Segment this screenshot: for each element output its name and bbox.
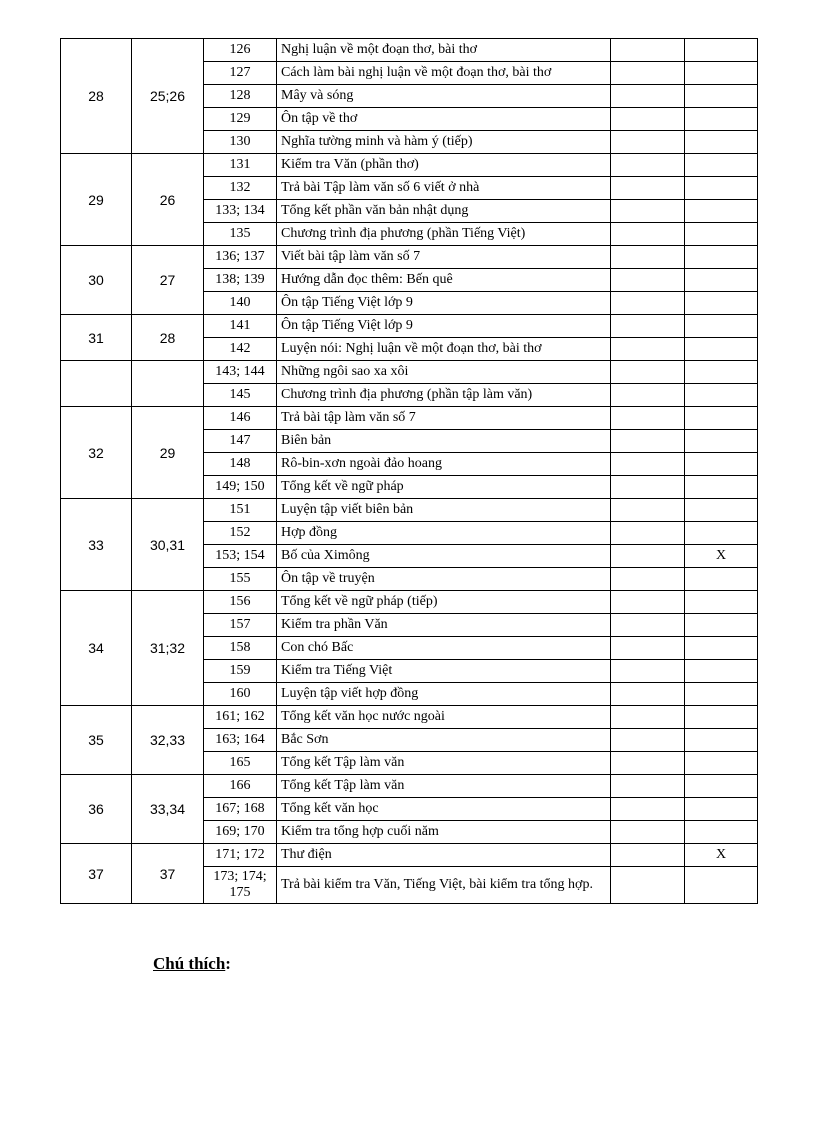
mark-cell-2	[685, 154, 758, 177]
week-cell: 29	[61, 154, 132, 246]
lesson-number-cell: 143; 144	[204, 361, 277, 384]
lesson-title-cell: Mây và sóng	[277, 85, 611, 108]
lesson-number-cell: 161; 162	[204, 706, 277, 729]
lesson-title-cell: Trả bài tập làm văn số 7	[277, 407, 611, 430]
mark-cell-2	[685, 108, 758, 131]
lesson-title-cell: Trả bài kiểm tra Văn, Tiếng Việt, bài kiểm tra tổng hợp.	[277, 867, 611, 904]
mark-cell-2	[685, 867, 758, 904]
lesson-title-cell: Những ngôi sao xa xôi	[277, 361, 611, 384]
lesson-number-cell: 128	[204, 85, 277, 108]
mark-cell-1	[611, 453, 685, 476]
lesson-number-cell: 148	[204, 453, 277, 476]
program-week-cell: 29	[132, 407, 204, 499]
lesson-number-cell: 153; 154	[204, 545, 277, 568]
mark-cell-1	[611, 131, 685, 154]
mark-cell-1	[611, 568, 685, 591]
lesson-number-cell: 156	[204, 591, 277, 614]
mark-cell-1	[611, 545, 685, 568]
mark-cell-2	[685, 614, 758, 637]
week-cell: 34	[61, 591, 132, 706]
mark-cell-2	[685, 706, 758, 729]
lesson-number-cell: 129	[204, 108, 277, 131]
lesson-number-cell: 145	[204, 384, 277, 407]
lesson-title-cell: Tổng kết về ngữ pháp (tiếp)	[277, 591, 611, 614]
mark-cell-2	[685, 338, 758, 361]
mark-cell-2: X	[685, 545, 758, 568]
mark-cell-1	[611, 614, 685, 637]
lesson-title-cell: Tổng kết Tập làm văn	[277, 752, 611, 775]
program-week-cell: 33,34	[132, 775, 204, 844]
lesson-number-cell: 141	[204, 315, 277, 338]
mark-cell-2	[685, 522, 758, 545]
mark-cell-1	[611, 752, 685, 775]
table-row	[61, 407, 758, 430]
mark-cell-2	[685, 407, 758, 430]
mark-cell-2	[685, 568, 758, 591]
week-cell: 28	[61, 39, 132, 154]
program-week-cell: 31;32	[132, 591, 204, 706]
lesson-number-cell: 138; 139	[204, 269, 277, 292]
mark-cell-2	[685, 223, 758, 246]
mark-cell-2	[685, 361, 758, 384]
mark-cell-2	[685, 752, 758, 775]
lesson-number-cell: 140	[204, 292, 277, 315]
mark-cell-1	[611, 62, 685, 85]
lesson-number-cell: 127	[204, 62, 277, 85]
lesson-number-cell: 157	[204, 614, 277, 637]
lesson-title-cell: Viết bài tập làm văn số 7	[277, 246, 611, 269]
table-row	[61, 315, 758, 338]
mark-cell-1	[611, 660, 685, 683]
mark-cell-1	[611, 361, 685, 384]
mark-cell-2	[685, 660, 758, 683]
mark-cell-2	[685, 821, 758, 844]
mark-cell-1	[611, 39, 685, 62]
note-label: Chú thích	[153, 954, 226, 973]
week-cell: 32	[61, 407, 132, 499]
lesson-title-cell: Kiểm tra phần Văn	[277, 614, 611, 637]
table-row	[61, 361, 758, 384]
mark-cell-2	[685, 39, 758, 62]
mark-cell-1	[611, 154, 685, 177]
week-cell: 37	[61, 844, 132, 904]
mark-cell-2	[685, 85, 758, 108]
mark-cell-2	[685, 200, 758, 223]
table-row	[61, 775, 758, 798]
lesson-number-cell: 165	[204, 752, 277, 775]
mark-cell-1	[611, 844, 685, 867]
mark-cell-2	[685, 476, 758, 499]
mark-cell-1	[611, 591, 685, 614]
mark-cell-1	[611, 246, 685, 269]
mark-cell-2	[685, 729, 758, 752]
lesson-title-cell: Kiểm tra Tiếng Việt	[277, 660, 611, 683]
table-row	[61, 844, 758, 867]
mark-cell-2	[685, 499, 758, 522]
table-row	[61, 591, 758, 614]
mark-cell-2	[685, 269, 758, 292]
program-week-cell: 27	[132, 246, 204, 315]
program-week-cell: 25;26	[132, 39, 204, 154]
lesson-title-cell: Cách làm bài nghị luận về một đoạn thơ, bài thơ	[277, 62, 611, 85]
lesson-title-cell: Chương trình địa phương (phần Tiếng Việt)	[277, 223, 611, 246]
week-cell: 35	[61, 706, 132, 775]
lesson-number-cell: 130	[204, 131, 277, 154]
week-cell	[61, 361, 132, 407]
note-heading	[153, 954, 231, 974]
mark-cell-1	[611, 683, 685, 706]
lesson-title-cell: Biên bản	[277, 430, 611, 453]
mark-cell-1	[611, 430, 685, 453]
program-week-cell: 30,31	[132, 499, 204, 591]
mark-cell-2	[685, 453, 758, 476]
mark-cell-1	[611, 775, 685, 798]
mark-cell-2	[685, 177, 758, 200]
week-cell: 33	[61, 499, 132, 591]
lesson-title-cell: Chương trình địa phương (phần tập làm văn)	[277, 384, 611, 407]
lesson-number-cell: 163; 164	[204, 729, 277, 752]
mark-cell-1	[611, 867, 685, 904]
program-week-cell: 32,33	[132, 706, 204, 775]
mark-cell-2: X	[685, 844, 758, 867]
lesson-title-cell: Thư điện	[277, 844, 611, 867]
lesson-title-cell: Bắc Sơn	[277, 729, 611, 752]
lesson-number-cell: 146	[204, 407, 277, 430]
mark-cell-1	[611, 637, 685, 660]
lesson-number-cell: 166	[204, 775, 277, 798]
mark-cell-2	[685, 292, 758, 315]
lesson-number-cell: 131	[204, 154, 277, 177]
lesson-number-cell: 133; 134	[204, 200, 277, 223]
mark-cell-2	[685, 775, 758, 798]
lesson-number-cell: 136; 137	[204, 246, 277, 269]
lesson-title-cell: Ôn tập về truyện	[277, 568, 611, 591]
mark-cell-1	[611, 729, 685, 752]
mark-cell-2	[685, 430, 758, 453]
lesson-number-cell: 159	[204, 660, 277, 683]
table-row	[61, 499, 758, 522]
mark-cell-1	[611, 338, 685, 361]
note-colon: :	[225, 954, 231, 973]
lesson-title-cell: Con chó Bấc	[277, 637, 611, 660]
lesson-title-cell: Hướng dẫn đọc thêm: Bến quê	[277, 269, 611, 292]
mark-cell-2	[685, 384, 758, 407]
lesson-title-cell: Nghĩa tường minh và hàm ý (tiếp)	[277, 131, 611, 154]
lesson-number-cell: 132	[204, 177, 277, 200]
mark-cell-2	[685, 798, 758, 821]
week-cell: 36	[61, 775, 132, 844]
lesson-title-cell: Trả bài Tập làm văn số 6 viết ở nhà	[277, 177, 611, 200]
lesson-title-cell: Kiểm tra tổng hợp cuối năm	[277, 821, 611, 844]
lesson-title-cell: Hợp đồng	[277, 522, 611, 545]
lesson-schedule-table	[60, 38, 758, 904]
mark-cell-1	[611, 269, 685, 292]
mark-cell-1	[611, 384, 685, 407]
lesson-number-cell: 142	[204, 338, 277, 361]
lesson-number-cell: 152	[204, 522, 277, 545]
table-row	[61, 706, 758, 729]
lesson-number-cell: 126	[204, 39, 277, 62]
lesson-title-cell: Nghị luận về một đoạn thơ, bài thơ	[277, 39, 611, 62]
mark-cell-1	[611, 200, 685, 223]
table-row	[61, 39, 758, 62]
lesson-number-cell: 171; 172	[204, 844, 277, 867]
lesson-number-cell: 173; 174; 175	[204, 867, 277, 904]
mark-cell-1	[611, 798, 685, 821]
lesson-title-cell: Tổng kết Tập làm văn	[277, 775, 611, 798]
lesson-number-cell: 167; 168	[204, 798, 277, 821]
program-week-cell: 37	[132, 844, 204, 904]
mark-cell-1	[611, 223, 685, 246]
lesson-number-cell: 160	[204, 683, 277, 706]
lesson-title-cell: Tổng kết văn học	[277, 798, 611, 821]
mark-cell-2	[685, 637, 758, 660]
lesson-number-cell: 149; 150	[204, 476, 277, 499]
mark-cell-2	[685, 131, 758, 154]
mark-cell-2	[685, 246, 758, 269]
lesson-title-cell: Tổng kết về ngữ pháp	[277, 476, 611, 499]
lesson-title-cell: Rô-bin-xơn ngoài đảo hoang	[277, 453, 611, 476]
lesson-title-cell: Bố của Ximông	[277, 545, 611, 568]
lesson-title-cell: Tổng kết văn học nước ngoài	[277, 706, 611, 729]
lesson-title-cell: Ôn tập về thơ	[277, 108, 611, 131]
lesson-number-cell: 151	[204, 499, 277, 522]
lesson-title-cell: Ôn tập Tiếng Việt lớp 9	[277, 315, 611, 338]
lesson-title-cell: Tổng kết phần văn bản nhật dụng	[277, 200, 611, 223]
mark-cell-2	[685, 315, 758, 338]
table-row	[61, 154, 758, 177]
mark-cell-2	[685, 683, 758, 706]
mark-cell-1	[611, 499, 685, 522]
lesson-title-cell: Kiểm tra Văn (phần thơ)	[277, 154, 611, 177]
mark-cell-2	[685, 591, 758, 614]
lesson-number-cell: 135	[204, 223, 277, 246]
lesson-number-cell: 158	[204, 637, 277, 660]
mark-cell-1	[611, 85, 685, 108]
lesson-title-cell: Luyện tập viết biên bản	[277, 499, 611, 522]
schedule-body	[61, 39, 758, 904]
week-cell: 31	[61, 315, 132, 361]
mark-cell-1	[611, 706, 685, 729]
mark-cell-1	[611, 476, 685, 499]
program-week-cell	[132, 361, 204, 407]
mark-cell-1	[611, 177, 685, 200]
lesson-title-cell: Luyện tập viết hợp đồng	[277, 683, 611, 706]
table-row	[61, 246, 758, 269]
mark-cell-1	[611, 522, 685, 545]
mark-cell-1	[611, 315, 685, 338]
lesson-number-cell: 155	[204, 568, 277, 591]
lesson-title-cell: Ôn tập Tiếng Việt lớp 9	[277, 292, 611, 315]
mark-cell-1	[611, 292, 685, 315]
program-week-cell: 28	[132, 315, 204, 361]
lesson-title-cell: Luyện nói: Nghị luận về một đoạn thơ, bài thơ	[277, 338, 611, 361]
mark-cell-1	[611, 108, 685, 131]
mark-cell-2	[685, 62, 758, 85]
lesson-number-cell: 169; 170	[204, 821, 277, 844]
mark-cell-1	[611, 407, 685, 430]
program-week-cell: 26	[132, 154, 204, 246]
lesson-number-cell: 147	[204, 430, 277, 453]
week-cell: 30	[61, 246, 132, 315]
mark-cell-1	[611, 821, 685, 844]
